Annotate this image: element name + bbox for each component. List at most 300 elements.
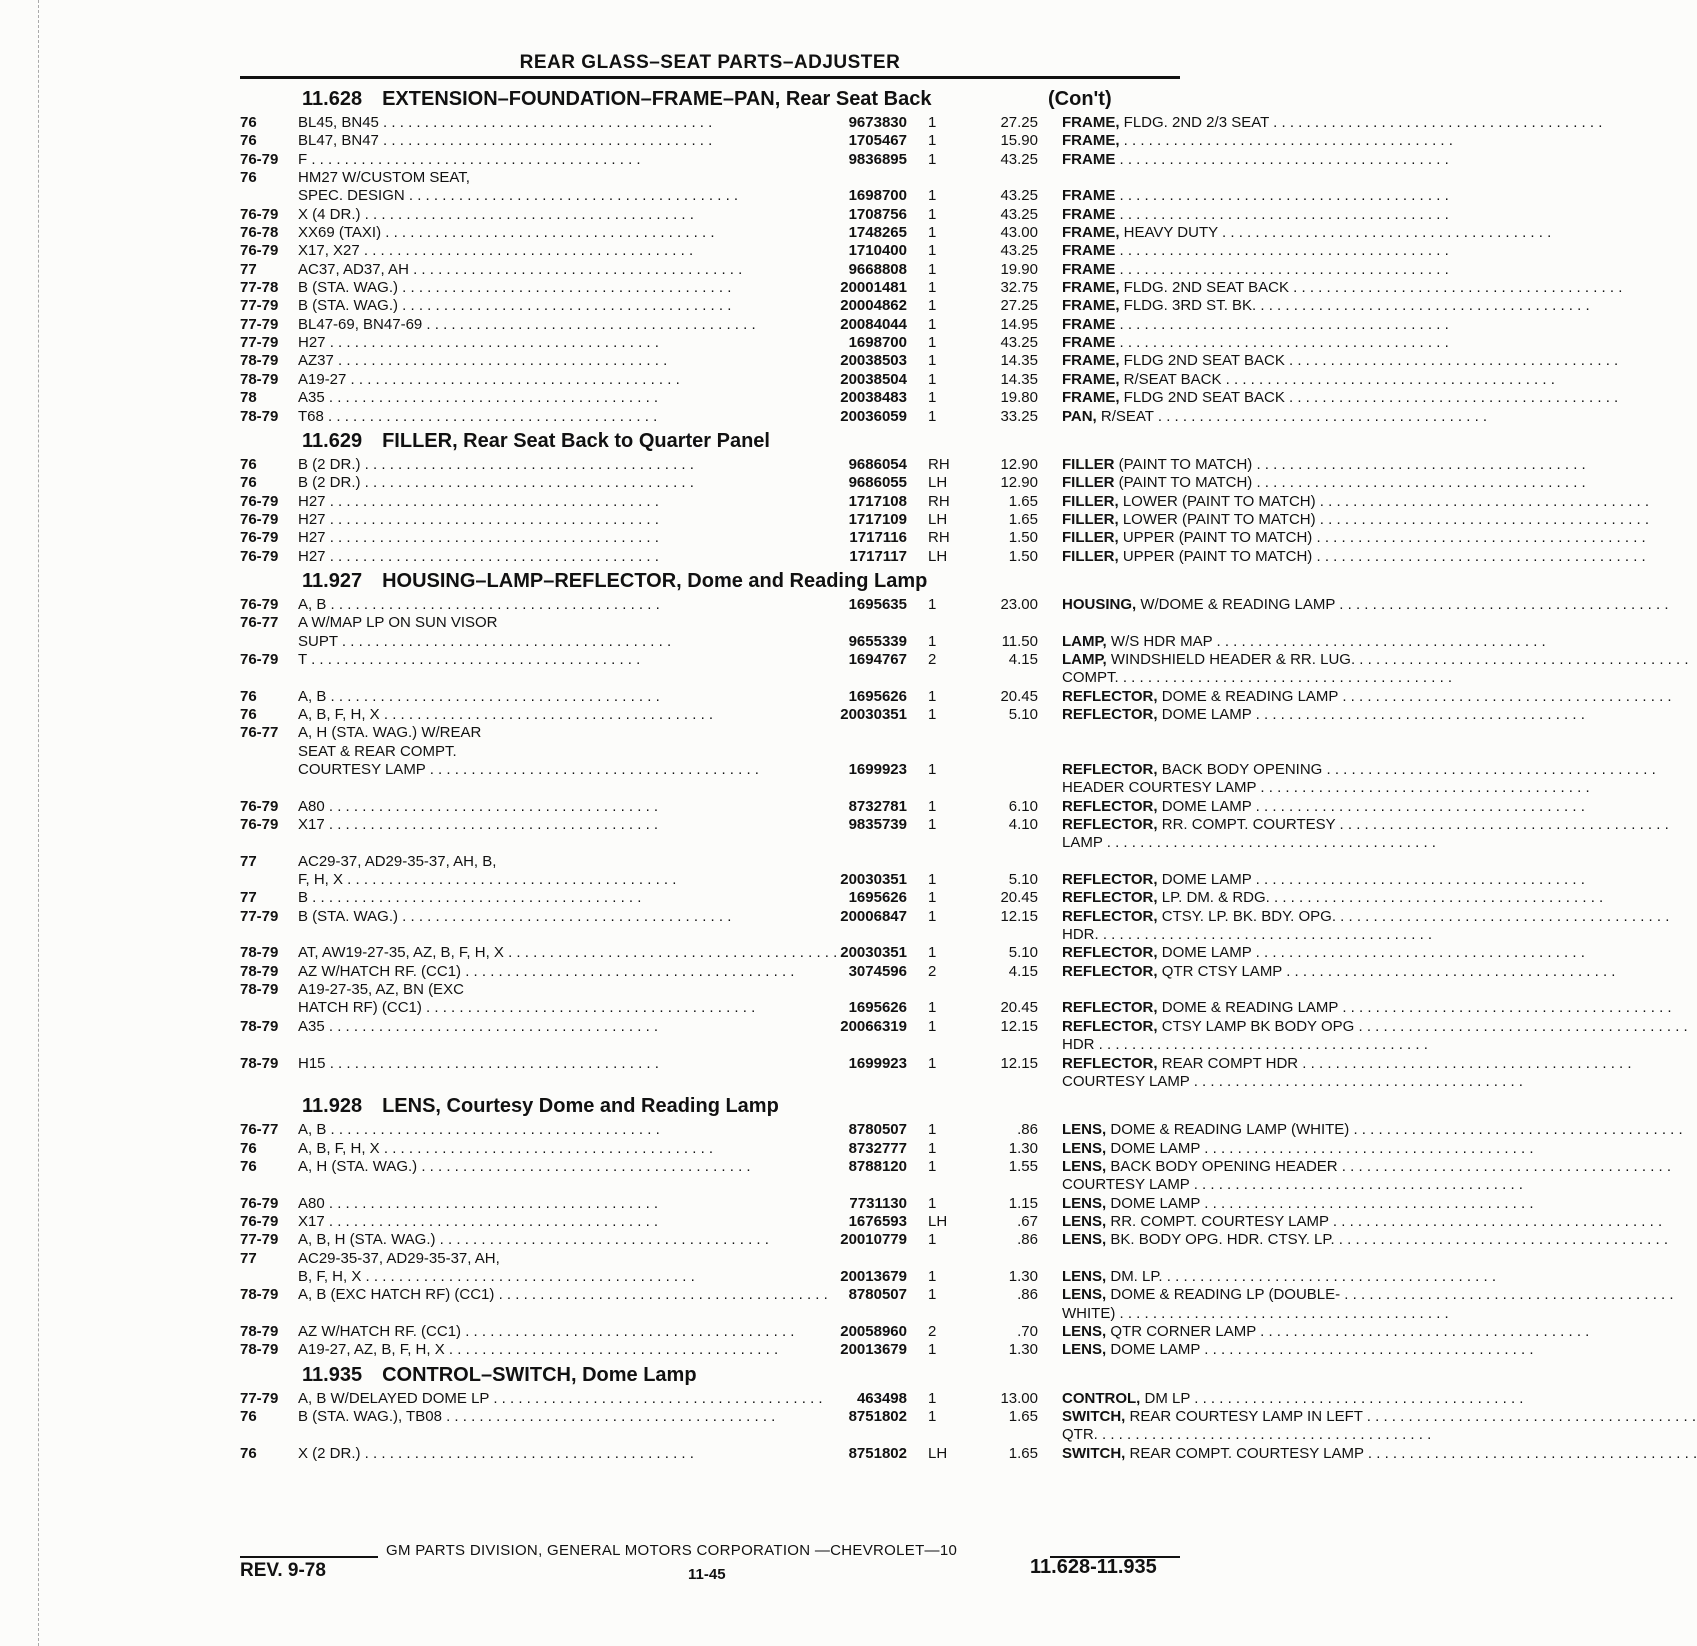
price: 12.15 xyxy=(1000,1017,1038,1035)
part-row xyxy=(240,724,1190,742)
model-code xyxy=(298,1323,798,1341)
price: 33.25 xyxy=(1000,407,1038,425)
part-name: FILLER xyxy=(1062,474,1115,492)
part-row xyxy=(240,871,1252,889)
model-year: 76 xyxy=(240,1157,257,1175)
model-text: A19-27, AZ, B, F, H, X xyxy=(298,1341,445,1359)
quantity: 1 xyxy=(928,224,937,242)
part-name: REFLECTOR, xyxy=(1062,705,1158,723)
description xyxy=(1062,548,1422,566)
model-text: COURTESY LAMP xyxy=(298,761,426,778)
model-code xyxy=(298,206,798,224)
part-number: 1695635 xyxy=(848,595,907,613)
price: 1.50 xyxy=(1008,547,1038,565)
model-year: 77 xyxy=(240,1249,257,1267)
price: 27.25 xyxy=(1000,297,1038,315)
model-year: 78 xyxy=(240,389,257,407)
model-text: T xyxy=(298,650,307,668)
part-name: REFLECTOR, xyxy=(1062,1054,1158,1072)
quantity: 1 xyxy=(928,205,937,223)
part-number: 20010779 xyxy=(840,1231,907,1249)
model-text: AC29-37, AD29-35-37, AH, B, xyxy=(298,852,497,870)
description xyxy=(1062,871,1422,889)
part-row xyxy=(240,492,1316,511)
part-number: 20013679 xyxy=(840,1341,907,1359)
revision-label: REV. 9-78 xyxy=(240,1560,326,1581)
section-title: HOUSING–LAMP–REFLECTOR, Dome and Reading Lamp xyxy=(382,569,928,592)
model-year: 76-79 xyxy=(240,1212,279,1230)
part-detail: WINDSHIELD HEADER & RR. LUG. xyxy=(1110,650,1356,668)
model-code xyxy=(298,316,798,334)
model-code xyxy=(298,1390,798,1408)
model-text: AZ37 xyxy=(298,352,334,370)
model-text: SUPT xyxy=(298,632,338,650)
quantity: 1 xyxy=(928,1286,937,1304)
model-text: HATCH RF) (CC1) xyxy=(298,999,422,1017)
part-number: 1717108 xyxy=(848,492,907,510)
part-detail: COURTESY LAMP xyxy=(1062,1176,1190,1194)
model-code xyxy=(298,596,798,614)
quantity: LH xyxy=(928,474,948,492)
model-year: 78-79 xyxy=(240,352,279,370)
model-year: 76-79 xyxy=(240,492,279,510)
part-row xyxy=(240,999,1339,1017)
model-year: 78-79 xyxy=(240,407,279,425)
quantity: 1 xyxy=(928,907,937,925)
price: 1.30 xyxy=(1008,1341,1038,1359)
model-code xyxy=(298,724,798,742)
part-row xyxy=(240,1231,1335,1249)
part-detail: LOWER (PAINT TO MATCH) xyxy=(1122,510,1316,528)
price: 14.35 xyxy=(1000,370,1038,388)
model-year: 76 xyxy=(240,687,257,705)
model-text: AC29-35-37, AD29-35-37, AH, xyxy=(298,1249,500,1267)
model-text: A80 xyxy=(298,1194,325,1212)
part-number: 20004862 xyxy=(840,297,907,315)
part-detail: R/SEAT BACK xyxy=(1123,370,1222,388)
description xyxy=(1062,1426,1422,1444)
description xyxy=(1062,114,1422,132)
part-name: FILLER, xyxy=(1062,510,1119,528)
quantity: 1 xyxy=(928,816,937,834)
model-text: H15 xyxy=(298,1054,326,1072)
description xyxy=(1062,706,1422,724)
price: 20.45 xyxy=(1000,687,1038,705)
quantity: 1 xyxy=(928,1341,937,1359)
model-code xyxy=(298,908,798,926)
model-year: 76-79 xyxy=(240,650,279,668)
model-code xyxy=(298,529,798,547)
description xyxy=(1062,187,1422,205)
description xyxy=(1062,1305,1422,1323)
model-code xyxy=(298,1445,798,1463)
part-detail: HDR xyxy=(1062,1036,1095,1054)
part-detail: DOME LAMP xyxy=(1110,1139,1201,1157)
model-text: A, H (STA. WAG.) xyxy=(298,1157,418,1175)
part-name: FILLER, xyxy=(1062,529,1119,547)
part-number: 9686055 xyxy=(848,474,907,492)
description xyxy=(1062,1055,1422,1073)
part-name: HOUSING, xyxy=(1062,595,1137,613)
model-year: 78-79 xyxy=(240,1286,279,1304)
quantity: 1 xyxy=(928,370,937,388)
price: 20.45 xyxy=(1000,889,1038,907)
model-text: SPEC. DESIGN xyxy=(298,187,405,205)
part-row xyxy=(240,1286,1341,1304)
model-year: 76-79 xyxy=(240,510,279,528)
model-text: X17 xyxy=(298,816,325,834)
part-detail: LOWER (PAINT TO MATCH) xyxy=(1122,492,1316,510)
price: 1.30 xyxy=(1008,1139,1038,1157)
section-number: 11.928 xyxy=(302,1095,363,1118)
price: 4.10 xyxy=(1008,816,1038,834)
part-row xyxy=(240,206,1190,224)
model-text: A, B xyxy=(298,595,327,613)
model-year: 76-77 xyxy=(240,614,279,632)
part-row xyxy=(240,224,1218,242)
model-text: F, H, X xyxy=(298,871,344,889)
model-text: X (4 DR.) xyxy=(298,205,361,223)
price: 13.00 xyxy=(1000,1389,1038,1407)
price: 5.10 xyxy=(1008,944,1038,962)
description xyxy=(1062,456,1422,474)
part-name: LENS, xyxy=(1062,1157,1107,1175)
price: 15.90 xyxy=(1000,132,1038,150)
part-number: 9836895 xyxy=(848,150,907,168)
quantity: 1 xyxy=(928,687,937,705)
part-row xyxy=(240,797,1252,816)
part-detail: COURTESY LAMP xyxy=(1062,1072,1190,1090)
part-row xyxy=(240,1322,1256,1341)
model-code xyxy=(298,1121,798,1139)
model-year: 76 xyxy=(240,474,257,492)
price: 43.25 xyxy=(1000,242,1038,260)
parts-catalog-body xyxy=(240,84,1364,1463)
description xyxy=(1062,371,1422,389)
price: 5.10 xyxy=(1008,705,1038,723)
part-row xyxy=(240,408,1190,426)
model-code xyxy=(298,706,798,724)
part-detail: REAR COMPT HDR xyxy=(1161,1054,1299,1072)
model-code xyxy=(298,279,798,297)
model-text: A19-27-35, AZ, BN (EXC xyxy=(298,981,464,999)
part-detail: (PAINT TO MATCH) xyxy=(1118,474,1253,492)
part-row xyxy=(240,1268,1190,1286)
section-title: CONTROL–SWITCH, Dome Lamp xyxy=(382,1363,697,1386)
quantity: 1 xyxy=(928,1231,937,1249)
model-code xyxy=(298,761,798,779)
part-name: FRAME xyxy=(1062,150,1116,168)
part-detail: DOME LAMP xyxy=(1110,1194,1201,1212)
model-code xyxy=(298,853,798,871)
quantity: LH xyxy=(928,1444,948,1462)
part-name: REFLECTOR, xyxy=(1062,761,1158,778)
quantity: 1 xyxy=(928,407,937,425)
part-name: FRAME, xyxy=(1062,114,1120,131)
price: 1.65 xyxy=(1008,510,1038,528)
description xyxy=(1062,944,1422,962)
part-number: 1717117 xyxy=(849,547,907,565)
model-year: 76-79 xyxy=(240,529,279,547)
model-year: 77-79 xyxy=(240,1231,279,1249)
price: 43.25 xyxy=(1000,205,1038,223)
part-row xyxy=(240,455,1253,474)
model-year: 77 xyxy=(240,852,257,870)
model-text: A, B xyxy=(298,687,327,705)
section-number: 11.935 xyxy=(302,1363,363,1386)
continued-label: (Con't) xyxy=(1048,88,1112,110)
part-number: 9673830 xyxy=(848,114,907,131)
part-detail: DOME LAMP xyxy=(1110,1341,1201,1359)
model-code xyxy=(298,474,798,492)
model-text: B (STA. WAG.) xyxy=(298,907,398,925)
quantity: 1 xyxy=(928,1408,937,1425)
model-code xyxy=(298,1055,798,1073)
part-number: 20030351 xyxy=(840,944,907,962)
description xyxy=(1062,1408,1422,1426)
part-name: PAN, xyxy=(1062,407,1097,425)
model-year: 76-79 xyxy=(240,797,279,815)
model-year: 76 xyxy=(240,114,257,131)
description xyxy=(1062,334,1422,352)
section-title: LENS, Courtesy Dome and Reading Lamp xyxy=(382,1095,779,1118)
description xyxy=(1062,596,1422,614)
part-name: LAMP, xyxy=(1062,632,1107,650)
part-row xyxy=(240,907,1336,926)
model-code xyxy=(298,1195,798,1213)
price: 19.90 xyxy=(1000,260,1038,278)
part-number: 1676593 xyxy=(848,1212,907,1230)
part-row xyxy=(240,1036,1190,1054)
model-text: A W/MAP LP ON SUN VISOR xyxy=(298,614,498,632)
quantity: 1 xyxy=(928,944,937,962)
model-text: AC37, AD37, AH xyxy=(298,260,409,278)
title-rule xyxy=(240,76,1180,79)
model-code xyxy=(298,132,798,150)
price: 14.35 xyxy=(1000,352,1038,370)
price: 19.80 xyxy=(1000,389,1038,407)
model-text: B (2 DR.) xyxy=(298,474,361,492)
model-year: 76 xyxy=(240,169,257,187)
part-row xyxy=(240,334,1190,352)
part-row xyxy=(240,705,1252,724)
part-name: LENS, xyxy=(1062,1231,1107,1249)
part-number: 463498 xyxy=(856,1389,907,1407)
description xyxy=(1062,1231,1422,1249)
description xyxy=(1062,242,1422,260)
model-year: 77 xyxy=(240,260,257,278)
description xyxy=(1062,493,1422,511)
part-name: FRAME, xyxy=(1062,370,1120,388)
model-text: A80 xyxy=(298,797,325,815)
part-row xyxy=(240,889,1270,907)
description xyxy=(1062,999,1422,1017)
section-title: EXTENSION–FOUNDATION–FRAME–PAN, Rear Seat Back xyxy=(382,88,932,110)
part-name: CONTROL, xyxy=(1062,1389,1141,1407)
model-code xyxy=(298,871,798,889)
part-number: 1695626 xyxy=(848,999,907,1017)
part-name: SWITCH, xyxy=(1062,1444,1126,1462)
part-name: LENS, xyxy=(1062,1341,1107,1359)
description xyxy=(1062,151,1422,169)
quantity: 1 xyxy=(928,871,937,889)
part-detail: UPPER (PAINT TO MATCH) xyxy=(1122,529,1313,547)
model-text: A, B, H (STA. WAG.) xyxy=(298,1231,436,1249)
part-number: 1694767 xyxy=(848,650,907,668)
quantity: 1 xyxy=(928,114,937,131)
part-number: 7731130 xyxy=(849,1194,907,1212)
model-text: F xyxy=(298,150,308,168)
model-year: 76-79 xyxy=(240,547,279,565)
model-code xyxy=(298,963,798,981)
price: 43.25 xyxy=(1000,150,1038,168)
part-row xyxy=(240,510,1316,529)
part-detail: BACK BODY OPENING xyxy=(1161,761,1323,778)
part-detail: (PAINT TO MATCH) xyxy=(1118,455,1253,473)
price: .70 xyxy=(1017,1322,1038,1340)
model-year: 76-79 xyxy=(240,1194,279,1212)
part-detail: DOME LAMP xyxy=(1161,797,1252,815)
part-name: FRAME, xyxy=(1062,224,1120,242)
part-row xyxy=(240,944,1252,962)
part-detail: BK. BODY OPG. HDR. CTSY. LP. xyxy=(1110,1231,1335,1249)
model-text: BL47, BN47 xyxy=(298,132,379,150)
model-text: B (STA. WAG.), TB08 xyxy=(298,1408,442,1425)
part-number: 20001481 xyxy=(840,279,907,297)
model-text: H27 xyxy=(298,547,326,565)
part-detail: R/SEAT xyxy=(1100,407,1154,425)
description xyxy=(1062,963,1422,981)
quantity: 1 xyxy=(928,1389,937,1407)
description xyxy=(1062,1018,1422,1036)
description xyxy=(1062,511,1422,529)
quantity: 2 xyxy=(928,1322,937,1340)
section-number: 11.927 xyxy=(302,569,363,592)
part-detail: W/S HDR MAP xyxy=(1110,632,1213,650)
section-heading xyxy=(240,426,1190,456)
part-row xyxy=(240,242,1190,260)
quantity: 1 xyxy=(928,150,937,168)
part-name: REFLECTOR, xyxy=(1062,962,1158,980)
part-detail: DM. LP. xyxy=(1110,1267,1163,1285)
model-code xyxy=(298,688,798,706)
description xyxy=(1062,1036,1422,1054)
part-name: FRAME, xyxy=(1062,352,1120,370)
part-name: REFLECTOR, xyxy=(1062,999,1158,1017)
quantity: LH xyxy=(928,510,948,528)
part-detail: FLDG. 3RD ST. BK. xyxy=(1123,297,1257,315)
description xyxy=(1062,889,1422,907)
part-name: FRAME xyxy=(1062,260,1116,278)
price: 27.25 xyxy=(1000,114,1038,131)
model-code xyxy=(298,614,798,632)
description xyxy=(1062,474,1422,492)
model-code xyxy=(298,944,798,962)
model-code xyxy=(298,798,798,816)
quantity: 1 xyxy=(928,1054,937,1072)
part-name: REFLECTOR, xyxy=(1062,1017,1158,1035)
part-detail: DOME & READING LAMP (WHITE) xyxy=(1110,1121,1350,1139)
description xyxy=(1062,1213,1422,1231)
part-row xyxy=(240,926,1190,944)
part-row xyxy=(240,389,1285,407)
model-text: H27 xyxy=(298,334,326,352)
description xyxy=(1062,669,1422,687)
part-detail: DM LP xyxy=(1144,1389,1191,1407)
price: 1.55 xyxy=(1008,1157,1038,1175)
part-number: 20084044 xyxy=(840,315,907,333)
description xyxy=(1062,224,1422,242)
model-text: XX69 (TAXI) xyxy=(298,224,382,242)
section-number: 11.629 xyxy=(302,429,363,452)
description xyxy=(1062,1390,1422,1408)
model-code xyxy=(298,389,798,407)
price: 1.65 xyxy=(1008,1444,1038,1462)
quantity: 1 xyxy=(928,132,937,150)
part-name: FRAME, xyxy=(1062,297,1120,315)
part-row xyxy=(240,1139,1201,1158)
part-detail: HEAVY DUTY xyxy=(1123,224,1218,242)
part-row xyxy=(240,132,1190,150)
part-number: 20058960 xyxy=(840,1322,907,1340)
price: 43.25 xyxy=(1000,334,1038,352)
part-detail: BACK BODY OPENING HEADER xyxy=(1110,1157,1338,1175)
part-number: 9835739 xyxy=(848,816,907,834)
model-year: 77 xyxy=(240,889,257,907)
part-row xyxy=(240,1054,1299,1073)
model-year: 78-79 xyxy=(240,1322,279,1340)
part-detail: REAR COURTESY LAMP IN LEFT xyxy=(1129,1408,1363,1425)
part-detail: FLDG 2ND SEAT BACK xyxy=(1123,389,1285,407)
part-row xyxy=(240,1390,1190,1408)
part-number: 20030351 xyxy=(840,705,907,723)
quantity: 1 xyxy=(928,761,937,778)
part-number: 20066319 xyxy=(840,1017,907,1035)
model-code xyxy=(298,548,798,566)
part-name: FRAME xyxy=(1062,242,1116,260)
part-row xyxy=(240,1073,1190,1091)
part-name: LENS, xyxy=(1062,1286,1107,1304)
part-name: FILLER, xyxy=(1062,547,1119,565)
description xyxy=(1062,1176,1422,1194)
part-row xyxy=(240,279,1289,297)
section-heading xyxy=(240,1091,1190,1121)
part-detail: LP. DM. & RDG. xyxy=(1161,889,1270,907)
part-detail: DOME & READING LAMP xyxy=(1161,687,1339,705)
part-number: 20006847 xyxy=(840,907,907,925)
part-detail: DOME LAMP xyxy=(1161,944,1252,962)
part-row xyxy=(240,261,1190,279)
part-row xyxy=(240,352,1285,370)
model-year: 76 xyxy=(240,1408,257,1425)
description xyxy=(1062,1195,1422,1213)
part-row xyxy=(240,474,1253,492)
quantity: 2 xyxy=(928,962,937,980)
description xyxy=(1062,761,1422,779)
price: 43.00 xyxy=(1000,224,1038,242)
part-name: LENS, xyxy=(1062,1139,1107,1157)
part-row xyxy=(240,547,1313,566)
quantity: 1 xyxy=(928,279,937,297)
part-name: REFLECTOR, xyxy=(1062,944,1158,962)
quantity: 1 xyxy=(928,1139,937,1157)
price: .86 xyxy=(1017,1286,1038,1304)
price: 20.45 xyxy=(1000,999,1038,1017)
part-row xyxy=(240,1305,1190,1323)
model-code xyxy=(298,408,798,426)
model-year: 78-79 xyxy=(240,370,279,388)
part-detail: CTSY LAMP BK BODY OPG xyxy=(1161,1017,1355,1035)
